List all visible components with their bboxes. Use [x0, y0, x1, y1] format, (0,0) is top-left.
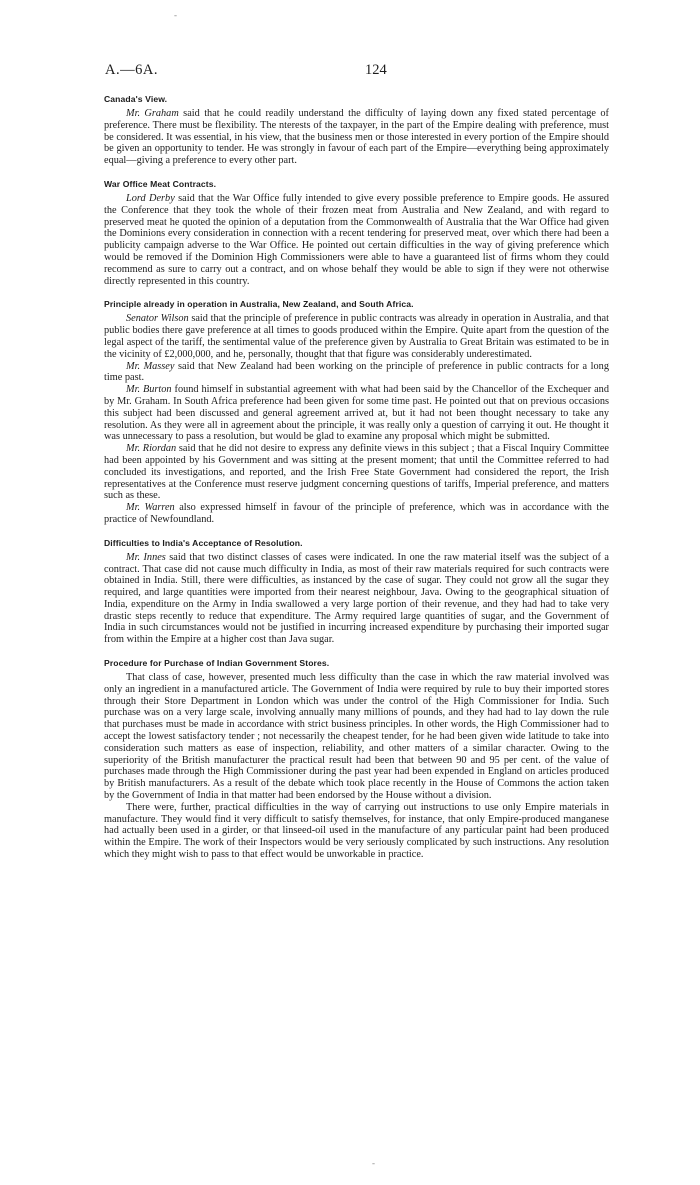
paragraph [104, 313, 609, 360]
paragraph [104, 361, 609, 385]
paragraph-text: said that he could readily understand the difficulty of laying down any fixed stated percentage of preference. There must be flexibility. The nterests of the taxpayer, in the part of the Empire dealing with preference, must be considered. It was essential, in his view, that the business men or those interested in every portion of the Empire should be given an opportunity to tender. He was strongly in favour of each part of the Empire—everything being approximately equal—giving a preference to every other part. [104, 108, 609, 167]
paragraph [104, 672, 609, 802]
document-body [104, 94, 609, 873]
speaker-name: Senator Wilson [126, 313, 189, 325]
speaker-name: Mr. Warren [126, 502, 175, 514]
speaker-name: Mr. Riordan [126, 443, 177, 455]
paragraph-text: found himself in substantial agreement with what had been said by the Chancellor of the Exchequer and by Mr. Graham. In South Africa preference had been given for some time past. He pointed out that on previous occasions this subject had been discussed and general agreement arrived at, but it had not been thought necessary to take any resolution. As they were all in agreement about the principle, it was really only a question of carrying it out. He thought it was unnecessary to pass a resolution, but would be glad to examine any proposal which might be submitted. [104, 384, 609, 443]
paragraph [104, 193, 609, 287]
paragraph-text: That class of case, however, presented much less difficulty than the case in which the raw material involved was only an ingredient in a manufactured article. The Government of India were required by rule to buy their imported stores through their Store Department in London which was under the control of the High Commissioner for India. Such purchase was on a very large scale, involving annually many millions of pounds, and they had had to lay down the rule that purchases must be made in accordance with strict business principles. In other words, the High Commissioner had to accept the lowest satisfactory tender ; not necessarily the cheapest tender, for he had been given wide latitude to take into consideration such matters as ease of inspection, reliability, and other matters of a similar character. Owing to the superiority of the British manufacturer the practical result had been that between 90 and 95 per cent. of the value of purchases made through the High Commissioner during the past year had been expended in England on articles produced by British manufacturers. As a result of the debate which took place recently in the House of Commons the action taken by the Government of India in that matter had been endorsed by the House without a division. [104, 672, 609, 802]
paragraph-text: There were, further, practical difficulties in the way of carrying out instructions to use only Empire materials in manufacture. They would find it very difficult to satisfy themselves, for instance, that only Empire-produced manganese had actually been used in a girder, or that linseed-oil used in the manufacture of any particular paint had been produced within the Empire. The work of their Inspectors would be very seriously complicated by such instructions. Any resolution which they might wish to pass to that effect would be unworkable in practice. [104, 801, 609, 861]
paragraph [104, 552, 609, 646]
speaker-name: Mr. Burton [126, 384, 172, 396]
paragraph-text: said that he did not desire to express any definite views in this subject ; that a Fiscal Inquiry Committee had been appointed by his Government and was sitting at the present moment; that until the Committee referred to had concluded its investigations, and reported, and the Irish Free State Government had considered the report, the Irish representatives at the Conference must reserve judgment concerning questions of tariffs, Imperial preference, and matters such as these. [104, 443, 609, 502]
section-heading: Principle already in operation in Australia, New Zealand, and South Africa. [104, 299, 414, 310]
paragraph [104, 802, 609, 861]
section-heading: War Office Meat Contracts. [104, 178, 217, 189]
section-indian-stores-procedure [104, 658, 609, 861]
section-heading: Procedure for Purchase of Indian Government Stores. [104, 658, 330, 669]
paragraph [104, 384, 609, 443]
section-war-office-meat-contracts [104, 179, 609, 287]
section-canadas-view [104, 94, 609, 167]
top-mark: - [174, 10, 177, 20]
paragraph-text: said that the principle of preference in public contracts was already in operation in Australia, and that public bodies there gave preference at all times to goods produced within the Empire. Quite apart from the question of the legal aspect of the tariff, the sentimental value of the preference given by Australia to Great Britain was estimated to be in the vicinity of £2,000,000, and he, personally, thought that that figure was considerably underestimated. [104, 313, 609, 360]
section-heading: Difficulties to India's Acceptance of Resolution. [104, 537, 303, 548]
section-principle-in-operation [104, 299, 609, 525]
section-india-difficulties [104, 538, 609, 646]
bottom-mark: - [372, 1158, 375, 1168]
paragraph [104, 443, 609, 502]
speaker-name: Lord Derby [126, 192, 175, 204]
page-number: 124 [365, 62, 387, 78]
page-header [105, 62, 605, 82]
paragraph [104, 502, 609, 526]
speaker-name: Mr. Innes [126, 551, 166, 563]
paragraph-text: said that two distinct classes of cases were indicated. In one the raw material itself was the subject of a contract. That case did not cause much difficulty in India, as most of their raw materials required for such contracts were obtained in India. Still, there were difficulties, as instanced by the case of sugar. They could not grow all the sugar they required, and large quantities were imported from their nearest neighbour, Java. Owing to the geographical situation of India, expenditure on the Army in India swallowed a very large portion of their revenue, and they had had to take very drastic steps recently to reduce that expenditure. The Army required large quantities of sugar, and the Government of India in such circumstances would not be justified in incurring increased expenditure by purchasing their imported sugar from within the Empire at a higher cost than Java sugar. [104, 551, 609, 646]
paragraph-text: said that New Zealand had been working on the principle of preference in public contracts for a long time past. [104, 360, 609, 384]
paragraph-text: said that the War Office fully intended to give every possible preference to Empire goods. He assured the Conference that they took the whole of their frozen meat from Australia and New Zealand, and with regard to preserved meat he quoted the opinion of a deputation from the Commonwealth of Australia that the War Office had given the Dominions every consideration in connection with a recent tendering for preserved meat, over which there had been a publicity campaign adverse to the War Office. He pointed out certain difficulties in the way of giving preference which would be removed if the Dominion High Commissioners were able to have a guaranteed list of firms whom they could recommend as sure to carry out a contract, and on whose behalf they would be able to sign if they were not otherwise directly represented in this country. [104, 192, 609, 287]
paragraph [104, 108, 609, 167]
speaker-name: Mr. Massey [126, 360, 175, 372]
document-reference: A.—6A. [105, 62, 158, 78]
paragraph-text: also expressed himself in favour of the principle of preference, which was in accordance with the practice of Newfoundland. [104, 502, 609, 525]
section-heading: Canada's View. [104, 94, 168, 104]
speaker-name: Mr. Graham [126, 108, 179, 119]
